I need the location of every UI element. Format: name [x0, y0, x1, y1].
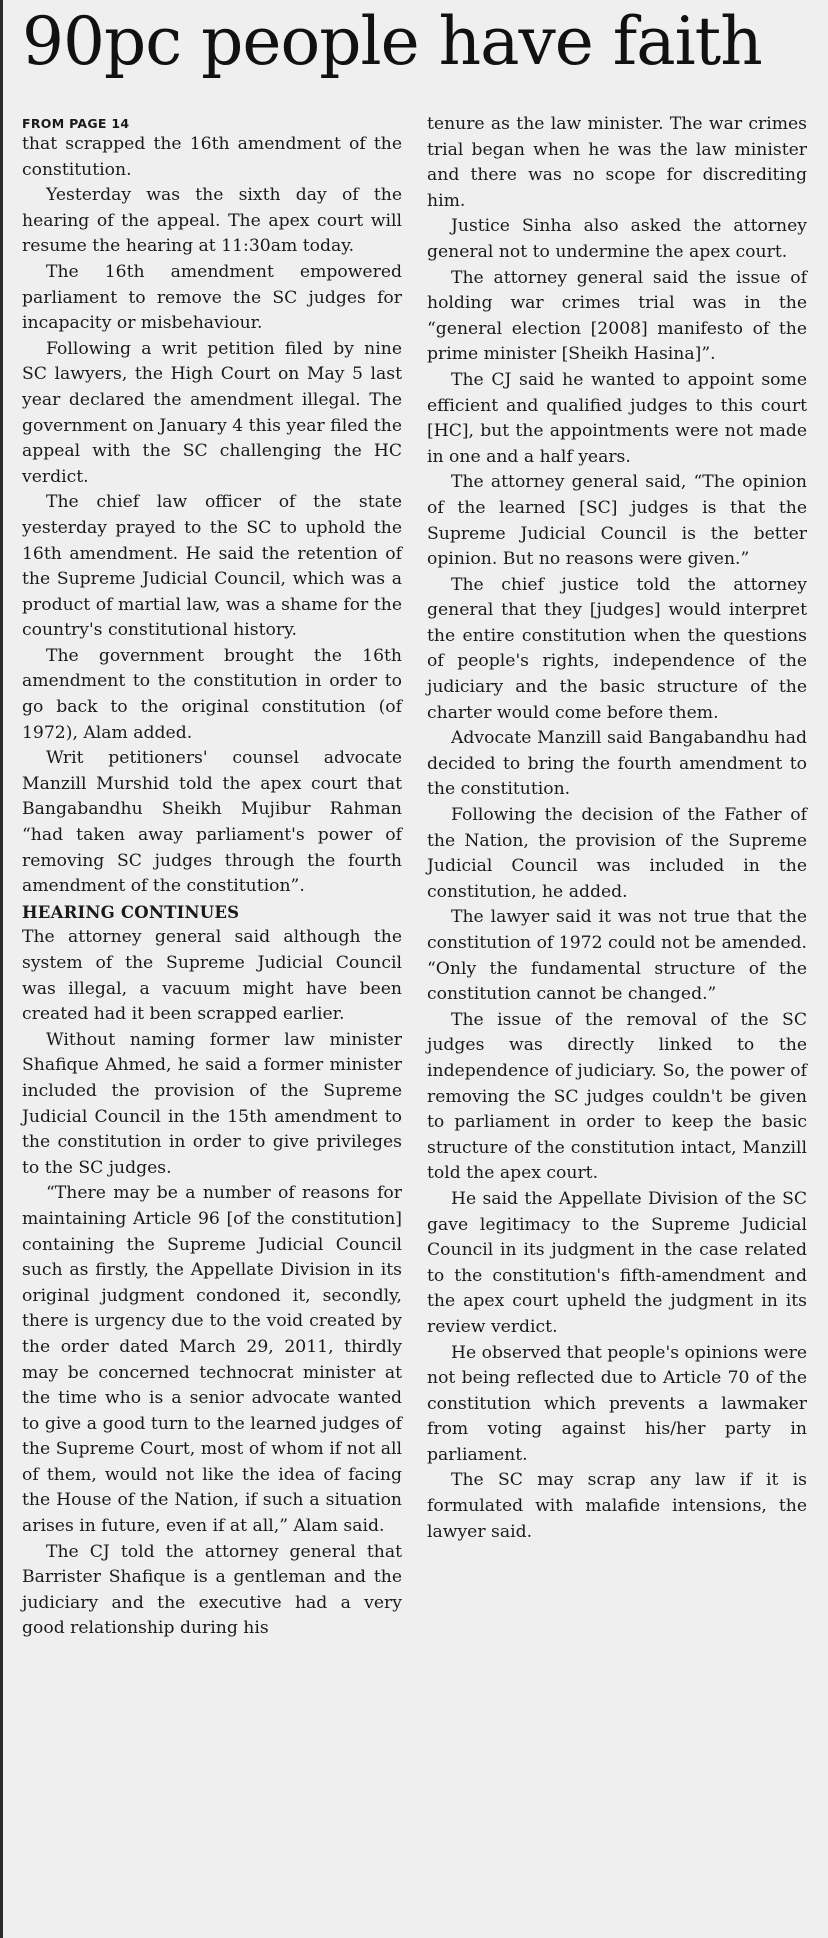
paragraph: Justice Sinha also asked the attorney general not to undermine the apex court. [427, 216, 807, 262]
paragraph: that scrapped the 16th amendment of the constitution. [22, 134, 402, 180]
paragraph: Following a writ petition filed by nine SC lawyers, the High Court on May 5 last year declared the amendment illegal. The government on January 4 this year filed the appeal with the SC challenging the HC verdict. [22, 338, 402, 487]
paragraph: The issue of the removal of the SC judges was directly linked to the independence of judiciary. So, the power of removing the SC judges couldn't be given to parliament in order to keep the basic structure of the constitution intact, Manzill told the apex court. [427, 1009, 807, 1184]
paragraph: The chief justice told the attorney general that they [judges] would interpret the entire constitution when the questions of people's rights, independence of the judiciary and the basic structure of the charter would come before them. [427, 574, 807, 723]
paragraph: “There may be a number of reasons for maintaining Article 96 [of the constitution] containing the Supreme Judicial Council such as firstly, the Appellate Division in its original judgment condoned it, secondly, there is urgency due to the void created by the order dated March 29, 2011, thirdly may be concerned technocrat minister at the time who is a senior advocate wanted to give a good turn to the learned judges of the Supreme Court, most of whom if not all of them, would not like the idea of facing the House of the Nation, if such a situation arises in future, even if at all,” Alam said. [22, 1183, 402, 1537]
article-column-left [22, 116, 402, 1642]
right-column-body [427, 112, 807, 1545]
section-subhead: HEARING CONTINUES [22, 902, 240, 922]
paragraph: tenure as the law minister. The war crimes trial began when he was the law minister and there was no scope for discrediting him. [427, 114, 807, 211]
paragraph: The SC may scrap any law if it is formulated with malafide intensions, the lawyer said. [427, 1470, 807, 1542]
paragraph: The chief law officer of the state yesterday prayed to the SC to uphold the 16th amendment. He said the retention of the Supreme Judicial Council, which was a product of martial law, was a shame for the country's constitutional history. [22, 492, 402, 641]
paragraph: The attorney general said the issue of holding war crimes trial was in the “general election [2008] manifesto of the prime minister [Sheikh Hasina]”. [427, 267, 807, 365]
paragraph: He said the Appellate Division of the SC gave legitimacy to the Supreme Judicial Council in its judgment in the case related to the constitution's fifth-amendment and the apex court upheld the judgment in its review verdict. [427, 1188, 807, 1337]
paragraph: Yesterday was the sixth day of the hearing of the appeal. The apex court will resume the hearing at 11:30am today. [22, 185, 402, 257]
paragraph: The government brought the 16th amendment to the constitution in order to go back to the original constitution (of 1972), Alam added. [22, 645, 402, 743]
paragraph: The 16th amendment empowered parliament to remove the SC judges for incapacity or misbehaviour. [22, 261, 402, 334]
paragraph: Writ petitioners' counsel advocate Manzill Murshid told the apex court that Bangabandhu Sheikh Mujibur Rahman “had taken away parliament's power of removing SC judges through the fourth amendment of the constitution”. [22, 748, 402, 897]
jump-line: FROM PAGE 14 [22, 116, 130, 131]
paragraph: Without naming former law minister Shafique Ahmed, he said a former minister included the provision of the Supreme Judicial Council in the 15th amendment to the constitution in order to give privileges to the SC judges. [22, 1029, 402, 1178]
paragraph: Advocate Manzill said Bangabandhu had decided to bring the fourth amendment to the constitution. [427, 728, 807, 800]
paragraph: He observed that people's opinions were not being reflected due to Article 70 of the constitution which prevents a lawmaker from voting against his/her party in parliament. [427, 1342, 807, 1465]
column-rule [0, 0, 3, 1938]
left-column-body [22, 132, 402, 1642]
headline: 90pc people have faith [22, 3, 762, 80]
paragraph: The lawyer said it was not true that the constitution of 1972 could not be amended. “Only the fundamental structure of the constitution cannot be changed.” [427, 907, 807, 1005]
article-column-right [427, 112, 807, 1545]
paragraph: The attorney general said, “The opinion of the learned [SC] judges is that the Supreme Judicial Council is the better opinion. But no reasons were given.” [427, 472, 807, 570]
paragraph: Following the decision of the Father of the Nation, the provision of the Supreme Judicial Council was included in the constitution, he added. [427, 805, 807, 902]
paragraph: The attorney general said although the system of the Supreme Judicial Council was illegal, a vacuum might have been created had it been scrapped earlier. [22, 927, 402, 1025]
paragraph: The CJ told the attorney general that Barrister Shafique is a gentleman and the judiciary and the executive had a very good relationship during his [22, 1541, 402, 1639]
paragraph: The CJ said he wanted to appoint some efficient and qualified judges to this court [HC], but the appointments were not made in one and a half years. [427, 369, 807, 467]
